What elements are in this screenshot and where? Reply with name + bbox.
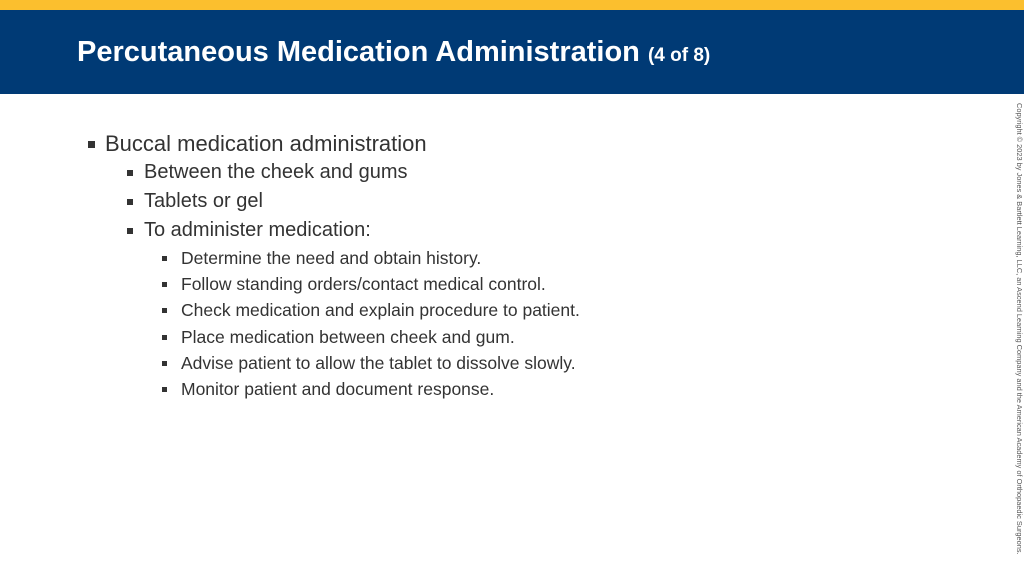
bullet-text: Follow standing orders/contact medical control. xyxy=(181,274,546,294)
bullet-text: Check medication and explain procedure to patient. xyxy=(181,300,580,320)
square-bullet-icon xyxy=(127,199,133,205)
bullet-level3 xyxy=(162,248,481,269)
square-bullet-icon xyxy=(127,228,133,234)
square-bullet-icon xyxy=(162,387,167,392)
bullet-level2 xyxy=(127,161,408,184)
bullet-level3 xyxy=(162,327,515,348)
bullet-level1 xyxy=(88,131,427,157)
square-bullet-icon xyxy=(162,335,167,340)
bullet-text: Place medication between cheek and gum. xyxy=(181,327,515,347)
copyright-notice xyxy=(1013,103,1024,553)
bullet-level3 xyxy=(162,379,494,400)
bullet-level3 xyxy=(162,274,546,295)
bullet-level3 xyxy=(162,353,576,374)
bullet-text: Buccal medication administration xyxy=(105,131,427,156)
square-bullet-icon xyxy=(127,170,133,176)
bullet-text: Determine the need and obtain history. xyxy=(181,248,482,268)
bullet-level2 xyxy=(127,219,371,242)
bullet-level2 xyxy=(127,190,263,213)
copyright-text: Copyright © 2023 by Jones & Bartlett Learning, LLC, an Ascend Learning Company and the American Academy of Orthopaedic Surgeons. xyxy=(1015,103,1024,555)
top-accent-stripe xyxy=(0,0,1024,10)
title-main: Percutaneous Medication Administration xyxy=(77,36,640,68)
title-page-indicator: (4 of 8) xyxy=(647,45,711,66)
bullet-level3 xyxy=(162,300,580,321)
bullet-text: Tablets or gel xyxy=(144,190,263,212)
bullet-text: Between the cheek and gums xyxy=(144,161,408,183)
slide-title xyxy=(77,35,710,73)
square-bullet-icon xyxy=(162,361,167,366)
bullet-text: Monitor patient and document response. xyxy=(181,379,495,399)
square-bullet-icon xyxy=(162,282,167,287)
bullet-text: To administer medication: xyxy=(144,219,371,241)
square-bullet-icon xyxy=(88,141,95,148)
square-bullet-icon xyxy=(162,256,167,261)
bullet-text: Advise patient to allow the tablet to dissolve slowly. xyxy=(181,353,576,373)
square-bullet-icon xyxy=(162,308,167,313)
